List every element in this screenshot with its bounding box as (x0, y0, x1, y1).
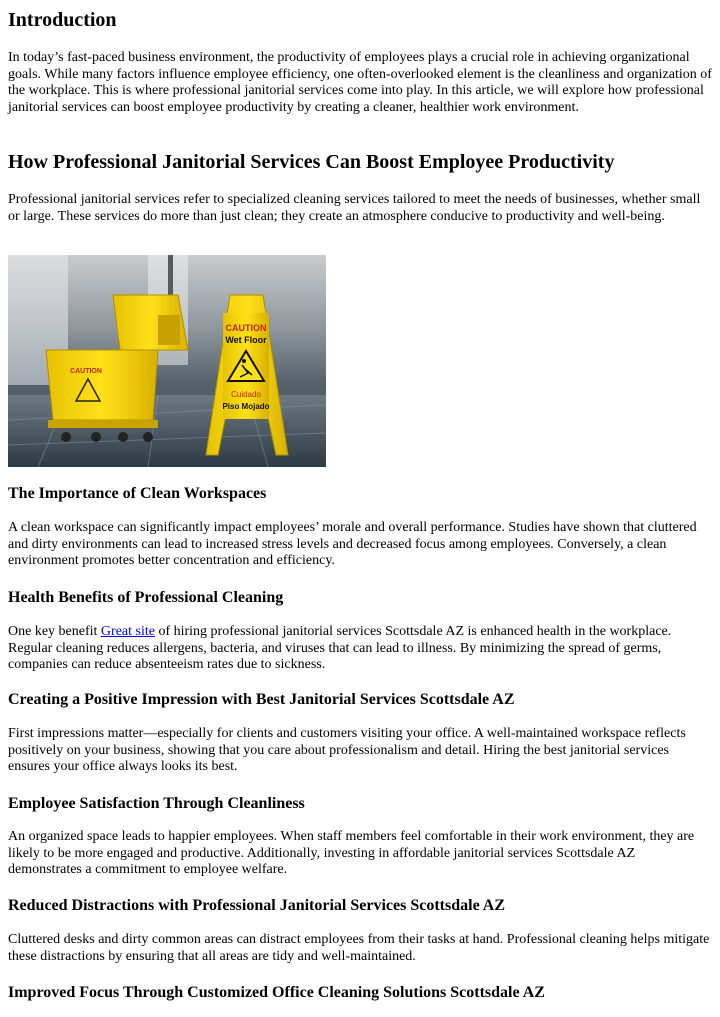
impression-paragraph: First impressions matter—especially for clients and customers visiting your office. A well-maintained workspace reflects positively on your business, showing that you care about professionalism and detail. Hiring the best janitorial services ensures your office always looks its best. (8, 726, 686, 775)
distractions-paragraph: Cluttered desks and dirty common areas can distract employees from their tasks at hand. Professional cleaning helps mitigate these distractions by ensuring that all areas are tidy and well-maintained. (8, 932, 710, 964)
bucket-caution-label: CAUTION (70, 368, 102, 375)
distractions-heading: Reduced Distractions with Professional Janitorial Services Scottsdale AZ (8, 897, 506, 914)
health-heading: Health Benefits of Professional Cleaning (8, 589, 284, 606)
sign-cuidado-text: Cuidado (231, 390, 261, 399)
satisfaction-heading: Employee Satisfaction Through Cleanliness (8, 795, 305, 812)
health-text-before: One key benefit (8, 624, 101, 639)
main-heading: How Professional Janitorial Services Can Boost Employee Productivity (8, 151, 615, 173)
sign-wet-floor-text: Wet Floor (225, 335, 267, 345)
great-site-link[interactable]: Great site (100, 624, 155, 639)
intro-paragraph: In today’s fast-paced business environment, the productivity of employees plays a crucial role in achieving organizational goals. While many factors influence employee efficiency, one often-overlooked element is the cleanliness and organization of the workplace. This is where professional janitorial services come into play. In this article, we will explore how professional janitorial services can boost employee productivity by creating a cleaner, healthier work environment. (8, 50, 712, 115)
wet-floor-image (8, 255, 326, 467)
intro-heading: Introduction (8, 9, 117, 31)
importance-heading: The Importance of Clean Workspaces (8, 485, 267, 502)
health-paragraph (8, 624, 712, 674)
health-text-after: of hiring professional janitorial services Scottsdale AZ is enhanced health in the workplace. Regular cleaning reduces allergens, bacteria, and viruses that can lead to illness. By minimizing the spread of germs, companies can reduce absenteeism rates due to sickness. (8, 624, 672, 673)
importance-paragraph: A clean workspace can significantly impact employees’ morale and overall performance. Studies have shown that cluttered and dirty environments can lead to increased stress levels and decreased focus among employees. Conversely, a clean environment promotes better concentration and efficiency. (8, 520, 697, 569)
sign-piso-mojado-text: Piso Mojado (222, 402, 270, 411)
satisfaction-paragraph: An organized space leads to happier employees. When staff members feel comfortable in their work environment, they are likely to be more engaged and productive. Additionally, investing in affordable janitorial services Scottsdale AZ demonstrates a commitment to employee welfare. (8, 829, 695, 878)
main-paragraph: Professional janitorial services refer to specialized cleaning services tailored to meet the needs of businesses, whether small or large. These services do more than just clean; they create an atmosphere conducive to productivity and well-being. (8, 192, 701, 224)
impression-heading: Creating a Positive Impression with Best Janitorial Services Scottsdale AZ (8, 691, 515, 708)
focus-heading: Improved Focus Through Customized Office Cleaning Solutions Scottsdale AZ (8, 984, 545, 1001)
sign-caution-text: CAUTION (225, 323, 267, 333)
